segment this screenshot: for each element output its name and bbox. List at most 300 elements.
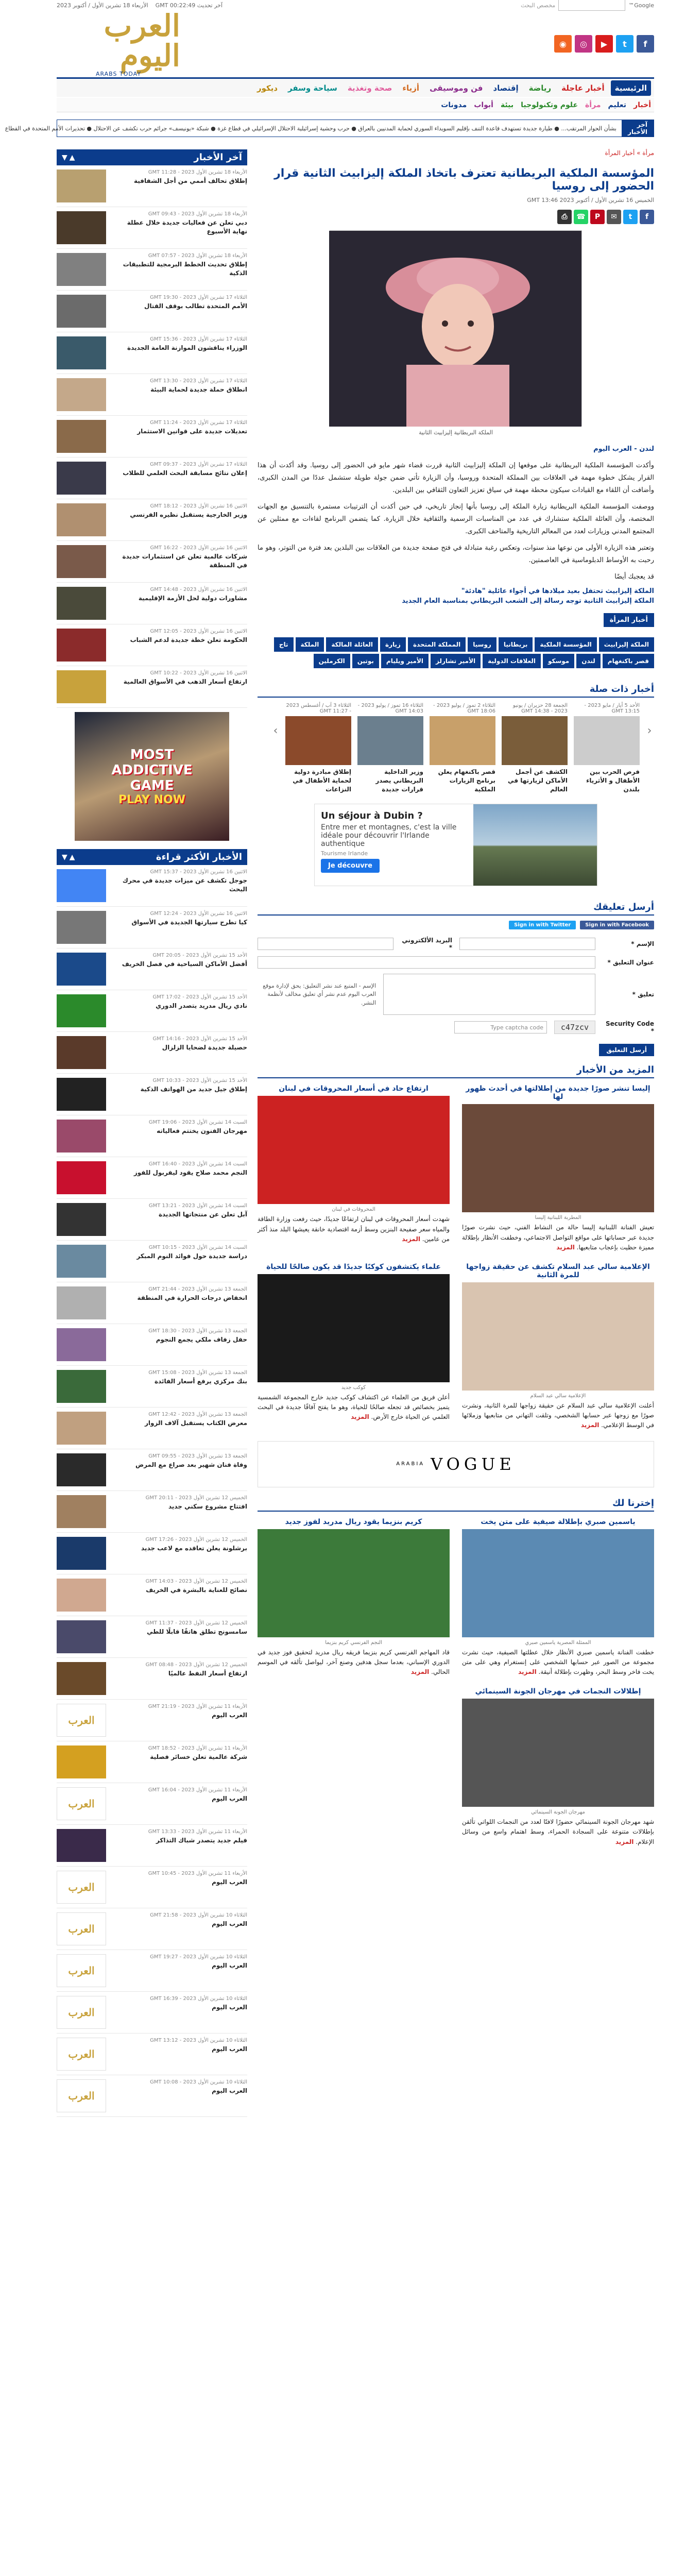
print-icon[interactable]: ⎙: [557, 210, 572, 224]
sidebar-news-image[interactable]: [57, 503, 106, 536]
logo-subtitle: ARABS TODAY: [95, 70, 142, 77]
news-card-title[interactable]: ارتفاع حاد في أسعار المحروقات في لبنان: [279, 1084, 429, 1093]
sidebar-news-item[interactable]: [57, 207, 247, 249]
sidebar-news-item[interactable]: [57, 1908, 247, 1950]
game-ad-line2: ADDICTIVE: [111, 762, 193, 778]
sidebar-news-title[interactable]: بنك مركزي يرفع أسعار الفائدة: [154, 1378, 247, 1385]
sidebar-news-item[interactable]: [57, 1491, 247, 1533]
related-date: الجمعة 28 حزيران / يونيو 2023 - GMT 14:38: [512, 703, 568, 715]
sidebar-news-item[interactable]: [57, 1741, 247, 1783]
sidebar-news-title[interactable]: معرض الكتاب يستقبل آلاف الزوار: [145, 1419, 247, 1427]
sidebar-news-item[interactable]: [57, 1157, 247, 1199]
twitter-login-button[interactable]: Sign in with Twitter: [509, 921, 576, 929]
sidebar-news-date: الثلاثاء 10 تشرين الأول 2023 - GMT 10:08: [150, 2079, 247, 2085]
placeholder-logo-icon: العرب: [68, 2048, 95, 2060]
news-card-title[interactable]: إطلالات النجمات في مهرجان الجونة السينمائي: [475, 1687, 641, 1696]
news-card[interactable]: [258, 1263, 450, 1431]
sidebar-news-title[interactable]: إطلاق تحديث الخطط البرمجية للتطبيقات الذكية: [123, 261, 247, 277]
sidebar-news-image[interactable]: [57, 1453, 106, 1486]
name-label: الإسم *: [631, 940, 654, 948]
breadcrumb[interactable]: مرأة » أخبار المرأة: [605, 149, 654, 157]
sidebar-news-title[interactable]: انطلاق حملة جديدة لحماية البيئة: [150, 386, 247, 393]
whatsapp-icon[interactable]: ☎: [574, 210, 588, 224]
sidebar-news-title[interactable]: الوزراء يناقشون الموازنة العامة الجديدة: [127, 344, 247, 351]
sidebar-news-item[interactable]: [57, 457, 247, 499]
sidebar-news-date: الأربعاء 11 تشرين الأول 2023 - GMT 18:52: [148, 1745, 247, 1751]
sidebar-news-item[interactable]: [57, 416, 247, 457]
more-news-title: المزيد من الأخبار: [576, 1064, 654, 1076]
inline-link-2[interactable]: الملكة إليزابيث الثانية توجه رسالة إلى الشعب البريطاني بمناسبة العام الجديد: [402, 597, 654, 605]
related-carousel: [258, 703, 654, 793]
news-card-body: خطفت الفنانة ياسمين صبري الأنظار خلال عطلتها الصيفية، حيث نشرت مجموعة من الصور عبر حسابها الشخصي على إنستغرام وهي على متن يخت فاخر وسط البحر، وظهرت بإطلالة أنيقة.: [462, 1648, 654, 1675]
sidebar-news-title[interactable]: العرب اليوم: [212, 2004, 247, 2011]
sidebar-news-item[interactable]: [57, 1867, 247, 1908]
sidebar-news-image[interactable]: [57, 1078, 106, 1111]
rss-icon[interactable]: ◉: [554, 35, 572, 53]
sidebar-news-image[interactable]: [57, 170, 106, 202]
sidebar-news-image[interactable]: [57, 994, 106, 1027]
sidebar-news-image[interactable]: [57, 1745, 106, 1778]
sidebar-news-title[interactable]: تعديلات جديدة على قوانين الاستثمار: [137, 428, 247, 435]
sidebar-news-item[interactable]: [57, 499, 247, 541]
sidebar-news-date: الأحد 15 تشرين الأول 2023 - GMT 20:05: [152, 953, 247, 958]
news-card[interactable]: [462, 1084, 654, 1252]
sidebar-news-title[interactable]: العرب اليوم: [212, 2045, 247, 2053]
ticker-text[interactable]: بشأن الحوار المرتقب... ● طيارة جديدة تستهدف قاعدة التنف بإقليم السويداء السوري لحماية المدنيين بالعراق ● حرب وحشية إسرائيلية الاحتلال الإسرائيلي في قطاع غزة ● شبكة «يونيسف» جرائم حرب تكشف عن الاحتلال ● تحذيرات الأمم المتحدة في القطاع: [5, 125, 616, 132]
sidebar-news-image[interactable]: [57, 378, 106, 411]
sidebar-news-image[interactable]: [57, 1286, 106, 1319]
sidebar-news-image[interactable]: [57, 1203, 106, 1236]
sidebar-news-title[interactable]: برشلونة يعلن تعاقده مع لاعب جديد: [141, 1545, 247, 1552]
news-card-more-link[interactable]: المزيد: [402, 1235, 420, 1243]
related-card[interactable]: [285, 703, 351, 793]
tag-chip[interactable]: العلاقات الدولية: [483, 654, 541, 668]
facebook-login-button[interactable]: Sign in with Facebook: [580, 921, 654, 929]
sidebar-news-title[interactable]: شركات عالمية تعلن عن استثمارات جديدة في المنطقة: [122, 553, 247, 569]
nav-item[interactable]: أخبار عاجلة: [561, 83, 605, 93]
related-image: [357, 716, 423, 765]
sidebar-news-title[interactable]: العرب اليوم: [212, 2087, 247, 2094]
sidebar-news-item[interactable]: [57, 948, 247, 990]
sidebar-news-image[interactable]: [57, 1996, 106, 2029]
sidebar-news-item[interactable]: [57, 291, 247, 332]
sidebar-news-item[interactable]: [57, 1574, 247, 1616]
sidebar-news-image[interactable]: [57, 1787, 106, 1820]
sidebar-news-image[interactable]: [57, 869, 106, 902]
related-date: الثلاثاء 3 آب / أغسطس 2023 - GMT 11:27: [286, 703, 351, 715]
news-card-title[interactable]: ياسمين صبري بإطلالة صيفية على متن يخت: [481, 1517, 636, 1526]
subnav-item[interactable]: مدونات: [441, 100, 467, 109]
news-card-text: [258, 1648, 450, 1677]
news-card-title[interactable]: كريم بنزيما يقود ريال مدريد لفوز جديد: [285, 1517, 422, 1526]
news-ticker: [5, 120, 654, 137]
sidebar-news-image[interactable]: [57, 953, 106, 986]
sidebar-news-date: الثلاثاء 17 تشرين الأول 2023 - GMT 09:37: [150, 462, 247, 467]
display-ad[interactable]: [314, 804, 597, 886]
news-card-text: [462, 1401, 654, 1431]
article-image: [330, 230, 582, 426]
related-title: أخبار ذات صلة: [589, 684, 654, 695]
news-card-title[interactable]: الإعلامية سالي عبد السلام تكشف عن حقيقة زواجها للمرة الثانية: [466, 1263, 650, 1280]
latest-arrows-icon[interactable]: ▲▼: [62, 153, 77, 162]
related-date: الثلاثاء 2 تموز / يوليو 2023 - GMT 18:06: [433, 703, 495, 715]
section-more-button[interactable]: أخبار المرأة: [604, 613, 654, 627]
sidebar-news-item[interactable]: [57, 1199, 247, 1241]
sidebar-news-title[interactable]: النجم محمد صلاح يقود ليفربول للفوز: [133, 1169, 247, 1176]
ad-brand: Tourisme Irlande: [321, 850, 368, 857]
paragraph-4: قد يعجبك أيضًا: [614, 573, 654, 581]
vogue-ad[interactable]: [258, 1441, 654, 1487]
sidebar-news-image[interactable]: [57, 1495, 106, 1528]
vogue-title: VOGUE: [431, 1454, 516, 1474]
sidebar-news-title[interactable]: إطلاق تحالف أممي من أجل الشفافية: [133, 177, 247, 184]
send-comment-button[interactable]: أرسل التعليق: [599, 1044, 654, 1056]
name-input[interactable]: [459, 938, 595, 950]
sidebar-news-image[interactable]: [57, 1620, 106, 1653]
sidebar-news-image[interactable]: [57, 211, 106, 244]
sidebar-news-image[interactable]: [57, 1120, 106, 1153]
sidebar-news-image[interactable]: [57, 629, 106, 662]
sidebar-news-item[interactable]: [57, 249, 247, 291]
sidebar-news-item[interactable]: [57, 1241, 247, 1282]
popular-news-list: [57, 865, 247, 2117]
sidebar-news-date: الاثنين 16 تشرين الأول 2023 - GMT 15:37: [150, 869, 247, 875]
comment-notice: الإسم - المتبع عند نشر التعليق: يحق لإدارة موقع العرب اليوم عدم نشر أي تعليق مخالف لأنظمة النشر.: [263, 982, 376, 1006]
sidebar-news-date: الأربعاء 18 تشرين الأول 2023 - GMT 09:43: [148, 211, 247, 217]
sidebar-news-image[interactable]: [57, 1871, 106, 1904]
subject-input[interactable]: [258, 956, 595, 969]
subnav-item[interactable]: علوم وتكنولوجيا: [521, 100, 578, 109]
news-card-title[interactable]: إليسا تنشر صورًا جديدة من إطلالتها في أحدث ظهور لها: [466, 1084, 650, 1101]
sidebar-news-date: الأربعاء 11 تشرين الأول 2023 - GMT 16:04: [148, 1787, 247, 1793]
vogue-brand: ARABIA: [396, 1461, 425, 1467]
nav-item[interactable]: ديكور: [256, 83, 278, 93]
sidebar-news-title[interactable]: حفل زفاف ملكي يجمع النجوم: [156, 1336, 247, 1343]
news-card[interactable]: [258, 1084, 450, 1252]
sidebar-news-title[interactable]: افتتاح مشروع سكني جديد: [168, 1503, 247, 1510]
news-card-image[interactable]: [258, 1274, 450, 1382]
sidebar-news-item[interactable]: [57, 583, 247, 624]
sidebar-news-title[interactable]: وفاة فنان شهير بعد صراع مع المرض: [135, 1461, 247, 1468]
sidebar-news-item[interactable]: [57, 1115, 247, 1157]
subnav-item[interactable]: أخبار: [633, 100, 651, 109]
sidebar-news-date: الثلاثاء 10 تشرين الأول 2023 - GMT 19:27: [150, 1954, 247, 1960]
placeholder-logo-icon: العرب: [68, 1798, 95, 1810]
sidebar-news-image[interactable]: [57, 2079, 106, 2112]
news-card-title[interactable]: علماء يكتشفون كوكبًا جديدًا قد يكون صالحًا للحياة: [266, 1263, 441, 1272]
placeholder-logo-icon: العرب: [68, 2006, 95, 2019]
tag-chip[interactable]: زيارة: [380, 637, 406, 652]
tag-chip[interactable]: الكرملين: [314, 654, 350, 668]
sidebar-news-image[interactable]: [57, 1579, 106, 1612]
sidebar-news-title[interactable]: إعلان نتائج مسابقة البحث العلمي للطلاب: [123, 469, 247, 477]
sidebar-news-item[interactable]: [57, 1032, 247, 1074]
pinterest-icon[interactable]: P: [590, 210, 605, 224]
news-card-more-link[interactable]: المزيد: [556, 1243, 575, 1251]
sidebar-news-item[interactable]: [57, 624, 247, 666]
inline-related-links: [258, 587, 654, 605]
captcha-input[interactable]: Type captcha code: [454, 1021, 547, 1033]
sidebar-news-title[interactable]: العرب اليوم: [212, 1795, 247, 1802]
placeholder-logo-icon: العرب: [68, 1714, 95, 1726]
subject-label: عنوان التعليق *: [607, 959, 654, 967]
sidebar-news-item[interactable]: [57, 1992, 247, 2033]
nav-item[interactable]: الرئيسية: [611, 80, 651, 96]
subnav-item[interactable]: مرأة: [585, 100, 601, 109]
sidebar-news-date: الاثنين 16 تشرين الأول 2023 - GMT 10:22: [150, 670, 247, 676]
trending-grid: [258, 1518, 654, 1847]
sidebar-news-image[interactable]: [57, 253, 106, 286]
news-card-image[interactable]: [462, 1282, 654, 1391]
related-title: فرص الحرب بين الأطفال و الأثرياء بلندن: [586, 768, 640, 793]
facebook-icon[interactable]: f: [637, 35, 654, 53]
tag-chip[interactable]: بوتين: [352, 654, 379, 668]
related-card[interactable]: [430, 703, 495, 793]
news-card-more-link[interactable]: المزيد: [615, 1838, 634, 1845]
nav-item[interactable]: رياضة: [528, 83, 552, 93]
article-source: لندن - العرب اليوم: [593, 445, 654, 453]
facebook-icon[interactable]: f: [640, 210, 654, 224]
sidebar-news-title[interactable]: كيا تطرح سيارتها الجديدة في الأسواق: [131, 919, 247, 926]
sidebar-news-image[interactable]: [57, 1954, 106, 1987]
sidebar-news-item[interactable]: [57, 1825, 247, 1867]
sidebar-news-date: الخميس 12 تشرين الأول 2023 - GMT 14:03: [145, 1579, 247, 1584]
sidebar-news-date: السبت 14 تشرين الأول 2023 - GMT 19:06: [148, 1120, 247, 1125]
nav-item[interactable]: إقتصاد: [493, 83, 519, 93]
popular-arrows-icon[interactable]: ▲▼: [62, 853, 77, 861]
sidebar-news-item[interactable]: [57, 907, 247, 948]
sidebar-news-title[interactable]: ارتفاع أسعار الذهب في الأسواق العالمية: [123, 678, 247, 685]
share-buttons: [258, 210, 654, 224]
sidebar-news-image[interactable]: [57, 1829, 106, 1862]
twitter-icon[interactable]: t: [623, 210, 638, 224]
email-input[interactable]: [258, 938, 393, 950]
sidebar-news-item[interactable]: [57, 1366, 247, 1408]
sidebar-news-title[interactable]: شركة عالمية تعلن خسائر فصلية: [150, 1753, 247, 1760]
carousel-prev-icon[interactable]: ›: [273, 724, 278, 737]
sidebar-news-image[interactable]: [57, 295, 106, 328]
captcha-image: c47zcv: [554, 1021, 595, 1034]
sidebar-news-title[interactable]: أفضل الأماكن السياحية في فصل الخريف: [122, 960, 247, 968]
news-card-caption: المطربة اللبنانية إليسا: [535, 1215, 581, 1221]
ad-cta-button[interactable]: Je découvre: [321, 859, 380, 873]
sidebar-news-image[interactable]: [57, 1161, 106, 1194]
sidebar-news-date: الأحد 15 تشرين الأول 2023 - GMT 10:33: [152, 1078, 247, 1083]
sidebar-news-date: الأربعاء 18 تشرين الأول 2023 - GMT 11:28: [148, 170, 247, 175]
sidebar-news-title[interactable]: انخفاض درجات الحرارة في المنطقة: [137, 1294, 247, 1301]
sidebar-news-title[interactable]: إطلاق جيل جديد من الهواتف الذكية: [140, 1086, 247, 1093]
tag-chip[interactable]: الملكة: [296, 637, 324, 652]
instagram-icon[interactable]: ◎: [575, 35, 592, 53]
sidebar-news-image[interactable]: [57, 420, 106, 453]
tag-chip[interactable]: العائلة المالكة: [326, 637, 378, 652]
sidebar-news-title[interactable]: وزير الخارجية يستقبل نظيره الفرنسي: [130, 511, 247, 518]
sidebar-news-item[interactable]: [57, 2033, 247, 2075]
sidebar-news-item[interactable]: [57, 1282, 247, 1324]
sidebar-news-date: الخميس 12 تشرين الأول 2023 - GMT 11:37: [145, 1620, 247, 1626]
sidebar-news-title[interactable]: العرب اليوم: [212, 1878, 247, 1886]
sidebar-news-date: الجمعة 13 تشرين الأول 2023 - GMT 21:44: [148, 1286, 247, 1292]
sidebar-news-image[interactable]: [57, 1704, 106, 1737]
google-search-input[interactable]: [558, 0, 625, 11]
sidebar-news-title[interactable]: العرب اليوم: [212, 1962, 247, 1969]
nav-item[interactable]: صحة وتغذية: [347, 83, 392, 93]
news-card[interactable]: [462, 1687, 654, 1847]
sidebar-news-image[interactable]: [57, 545, 106, 578]
tag-chip[interactable]: قصر باكنغهام: [603, 654, 654, 668]
sidebar-news-image[interactable]: [57, 1412, 106, 1445]
sidebar-news-title[interactable]: سامسونج تطلق هاتفًا قابلًا للطي: [147, 1628, 247, 1635]
tag-chip[interactable]: روسيا: [468, 637, 496, 652]
inline-link-1[interactable]: الملكة إليزابيث تحتفل بعيد ميلادها في أجواء عائلية "هادئة": [461, 587, 654, 596]
subnav-item[interactable]: تعليم: [608, 100, 627, 109]
sidebar-news-title[interactable]: مهرجان الفنون يختتم فعالياته: [157, 1127, 247, 1134]
game-ad[interactable]: [75, 712, 229, 841]
comment-textarea[interactable]: [383, 974, 595, 1015]
news-card-body: شهدت أسعار المحروقات في لبنان ارتفاعًا جديدًا، حيث رفعت وزارة الطاقة والمياه سعر صفيحة البنزين وسط أزمة اقتصادية خانقة يعيشها البلد منذ أكثر من عامين.: [258, 1215, 450, 1243]
sidebar-news-image[interactable]: [57, 1912, 106, 1945]
carousel-next-icon[interactable]: ‹: [647, 724, 652, 737]
comments-header: [258, 902, 654, 916]
sidebar-news-title[interactable]: نادي ريال مدريد يتصدر الدوري: [156, 1002, 247, 1009]
sidebar-news-image[interactable]: [57, 1537, 106, 1570]
trending-header: [258, 1498, 654, 1512]
sidebar-news-title[interactable]: آبل تعلن عن منتجاتها الجديدة: [158, 1211, 247, 1218]
news-card-caption: كوكب جديد: [341, 1385, 366, 1391]
sidebar-news-item[interactable]: [57, 1616, 247, 1658]
related-card[interactable]: [502, 703, 568, 793]
nav-item[interactable]: أزياء: [402, 83, 420, 93]
sidebar-news-image[interactable]: [57, 2038, 106, 2071]
placeholder-logo-icon: العرب: [68, 2090, 95, 2102]
current-date: الأربعاء 18 تشرين الأول / أكتوبر 2023: [57, 2, 148, 9]
sidebar-news-image[interactable]: [57, 587, 106, 620]
sidebar-news-item[interactable]: [57, 1074, 247, 1115]
sidebar-news-item[interactable]: [57, 1783, 247, 1825]
sidebar-news-image[interactable]: [57, 1370, 106, 1403]
sidebar-news-image[interactable]: [57, 1328, 106, 1361]
sidebar-news-title[interactable]: فيلم جديد يتصدر شباك التذاكر: [156, 1837, 247, 1844]
article-title: المؤسسة الملكية البريطانية تعترف باتخاذ الملكة إليزابيث الثانية قرار الحضور إلى روسيا: [274, 167, 654, 193]
sidebar-news-item[interactable]: [57, 332, 247, 374]
sidebar-news-item[interactable]: [57, 1950, 247, 1992]
tag-chip[interactable]: تاج: [274, 637, 294, 652]
tag-chip[interactable]: المؤسسة الملكية: [535, 637, 596, 652]
news-card-image[interactable]: [462, 1529, 654, 1637]
tag-chip[interactable]: المملكة المتحدة: [408, 637, 466, 652]
news-card[interactable]: [258, 1518, 450, 1677]
sidebar-news-date: الجمعة 13 تشرين الأول 2023 - GMT 18:30: [148, 1328, 247, 1334]
sidebar-news-title[interactable]: مشاورات دولية لحل الأزمة الإقليمية: [138, 595, 247, 602]
related-image: [502, 716, 568, 765]
sidebar-news-title[interactable]: ارتفاع أسعار النفط عالميًا: [168, 1670, 247, 1677]
youtube-icon[interactable]: ▶: [595, 35, 613, 53]
sidebar-news-item[interactable]: [57, 1533, 247, 1574]
news-card-image[interactable]: [258, 1529, 450, 1637]
news-card-more-link[interactable]: المزيد: [518, 1668, 537, 1675]
sidebar-news-item[interactable]: [57, 865, 247, 907]
sidebar-news-image[interactable]: [57, 1036, 106, 1069]
game-ad-line3: GAME: [130, 777, 174, 793]
sidebar-news-date: السبت 14 تشرين الأول 2023 - GMT 13:21: [148, 1203, 247, 1209]
sidebar-news-item[interactable]: [57, 1324, 247, 1366]
sidebar-news-image[interactable]: [57, 1245, 106, 1278]
email-icon[interactable]: ✉: [607, 210, 621, 224]
related-title: قصر باكنغهام يعلن برنامج الزيارات الملكية: [438, 768, 495, 793]
sidebar-news-item[interactable]: [57, 541, 247, 583]
sidebar-news-date: الاثنين 16 تشرين الأول 2023 - GMT 12:24: [150, 911, 247, 917]
nav-item[interactable]: سياحة وسفر: [288, 83, 337, 93]
news-card-more-link[interactable]: المزيد: [580, 1421, 600, 1429]
tag-chip[interactable]: الأمير تشارلز: [431, 654, 481, 668]
main-column: [258, 149, 654, 1847]
sidebar-news-image[interactable]: [57, 462, 106, 495]
sidebar-news-title[interactable]: دراسة جديدة حول فوائد النوم المبكر: [136, 1252, 247, 1260]
news-card-image[interactable]: [462, 1699, 654, 1807]
news-card-image[interactable]: [258, 1096, 450, 1204]
related-card[interactable]: [357, 703, 423, 793]
news-card[interactable]: [462, 1263, 654, 1431]
related-title: وزير الداخلية البريطاني يصدر قرارات جديدة: [375, 768, 423, 793]
tag-chip[interactable]: الأمير ويليام: [381, 654, 429, 668]
sidebar-news-item[interactable]: [57, 2075, 247, 2117]
sidebar-news-title[interactable]: دبي تعلن عن فعاليات جديدة خلال عطلة نهاية الأسبوع: [127, 219, 247, 235]
related-header: [258, 684, 654, 698]
sidebar-news-title[interactable]: نصائح للعناية بالبشرة في الخريف: [146, 1586, 247, 1594]
twitter-icon[interactable]: t: [616, 35, 633, 53]
news-card-more-link[interactable]: المزيد: [410, 1668, 430, 1675]
sidebar-news-item[interactable]: [57, 1408, 247, 1449]
sidebar-news-image[interactable]: [57, 670, 106, 703]
related-card[interactable]: [574, 703, 640, 793]
nav-item[interactable]: فن وموسيقى: [430, 83, 483, 93]
sidebar-news-item[interactable]: [57, 374, 247, 416]
news-card-body: شهد مهرجان الجونة السينمائي حضورًا لافتًا لعدد من النجمات اللواتي تألقن بإطلالات متنوعة على السجادة الحمراء، وسط اهتمام واسع من وسائل الإعلام.: [462, 1818, 654, 1845]
sidebar-news-item[interactable]: [57, 990, 247, 1032]
news-card-text: [462, 1648, 654, 1677]
latest-news-title: آخر الأخبار: [194, 152, 242, 163]
tag-chip[interactable]: موسكو: [543, 654, 574, 668]
sidebar-news-image[interactable]: [57, 336, 106, 369]
trending-title: إخترنا لك: [612, 1497, 654, 1509]
google-label: Google™: [628, 2, 654, 9]
news-card-more-link[interactable]: المزيد: [351, 1413, 369, 1421]
subnav-item[interactable]: أبواب: [474, 100, 493, 109]
sidebar-news-item[interactable]: [57, 666, 247, 708]
sidebar-news-title[interactable]: العرب اليوم: [212, 1711, 247, 1719]
sidebar-news-item[interactable]: [57, 1700, 247, 1741]
sidebar-news-title[interactable]: جوجل تكشف عن ميزات جديدة في محرك البحث: [122, 877, 247, 893]
paragraph-2: ووصفت المؤسسة الملكية البريطانية زيارة الملكة إلى روسيا بأنها إنجاز تاريخي، في حين أكدت أن الترتيبات مستمرة بالتنسيق مع الجهات المختصة، وأن العائلة الملكية ستشارك في عدد من المناسبات الرسمية والثقافية خلال الزيارة. كما يتضمن البرنامج لقاءات مع ممثلين عن المجتمع المدني وزيارات لعدد من المعالم التاريخية والمتاحف الكبرى.: [258, 503, 654, 536]
sidebar-news-title[interactable]: العرب اليوم: [212, 1920, 247, 1927]
tag-chip[interactable]: لندن: [576, 654, 601, 668]
site-logo[interactable]: [57, 8, 180, 77]
sidebar-news-date: السبت 14 تشرين الأول 2023 - GMT 16:40: [148, 1161, 247, 1167]
sidebar-news-item[interactable]: [57, 1658, 247, 1700]
sidebar-news-title[interactable]: الأمم المتحدة تطالب بوقف القتال: [144, 302, 247, 310]
tag-chip[interactable]: بريطانيا: [499, 637, 533, 652]
subnav-item[interactable]: بيئة: [500, 100, 514, 109]
sidebar-news-image[interactable]: [57, 911, 106, 944]
news-card-image[interactable]: [462, 1104, 654, 1212]
sidebar-news-title[interactable]: حصيلة جديدة لضحايا الزلزال: [162, 1044, 247, 1051]
news-card[interactable]: [462, 1518, 654, 1677]
sidebar-news-title[interactable]: الحكومة تعلن خطة جديدة لدعم الشباب: [130, 636, 247, 643]
sidebar-news-image[interactable]: [57, 1662, 106, 1695]
sidebar-news-item[interactable]: [57, 1449, 247, 1491]
tag-chip[interactable]: الملكة إليزابيث: [599, 637, 654, 652]
sidebar-news-item[interactable]: [57, 165, 247, 207]
